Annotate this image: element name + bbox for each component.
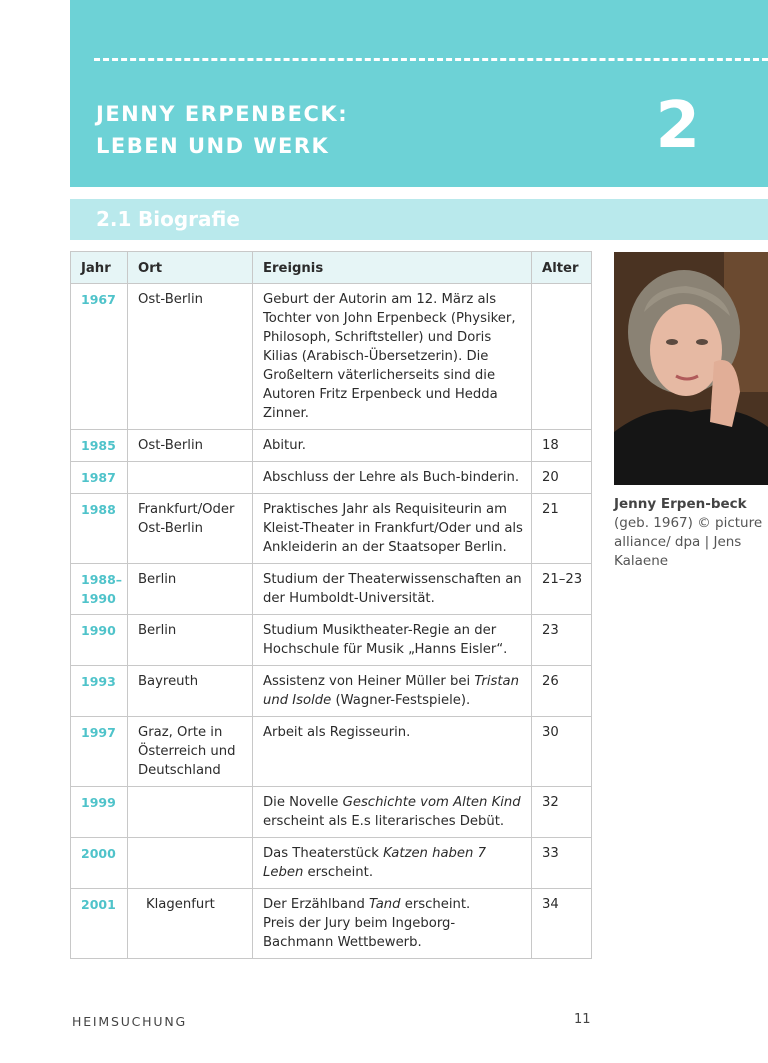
author-portrait-illustration [614, 252, 768, 485]
chapter-banner [70, 0, 768, 187]
event-cell [253, 889, 532, 959]
event-cell: Studium Musiktheater-Regie an der Hochschule für Musik „Hanns Eisler“. [253, 615, 532, 666]
year-cell: 1985 [71, 430, 128, 462]
event-text: erscheint. [400, 897, 471, 912]
place-cell [128, 787, 253, 838]
work-title: Geschichte vom Alten Kind [342, 795, 521, 810]
year-cell: 1967 [71, 284, 128, 430]
chapter-title-line1: JENNY ERPENBECK: [96, 102, 349, 126]
event-text: Das Theaterstück [263, 846, 384, 861]
photo-caption [614, 495, 764, 571]
year-cell: 1990 [71, 615, 128, 666]
event-cell: Studium der Theaterwissenschaften an der Humboldt-Universität. [253, 564, 532, 615]
event-cell: Geburt der Autorin am 12. März als Tochter von John Erpenbeck (Physiker, Philosoph, Schriftsteller) und Doris Kilias (Arabisch-Übersetzerin). Die Großeltern väterlicherseits sind die Autoren Fritz Erpenbeck und Hedda Zinner. [253, 284, 532, 430]
chapter-title [96, 98, 348, 162]
year-cell: 1987 [71, 462, 128, 494]
header-year: Jahr [71, 252, 128, 284]
caption-credit: (geb. 1967) © picture alliance/ dpa | Jens Kalaene [614, 515, 763, 569]
event-text: erscheint als E.s literarisches Debüt. [263, 814, 505, 829]
event-cell: Praktisches Jahr als Requisiteurin am Kleist-Theater in Frankfurt/Oder und als Ankleiderin an der Staatsoper Berlin. [253, 494, 532, 564]
page-number: 11 [574, 1012, 591, 1027]
header-place: Ort [128, 252, 253, 284]
place-cell: Berlin [128, 615, 253, 666]
event-text: erscheint. [303, 865, 374, 880]
age-cell: 18 [532, 430, 592, 462]
table-row [71, 666, 592, 717]
event-text: Die Novelle [263, 795, 343, 810]
table-row [71, 284, 592, 430]
event-cell [253, 787, 532, 838]
year-cell: 2001 [71, 889, 128, 959]
age-cell: 21 [532, 494, 592, 564]
place-cell: Graz, Orte in Österreich und Deutschland [128, 717, 253, 787]
age-cell [532, 284, 592, 430]
biography-table [70, 251, 592, 959]
section-number: 2.1 [96, 207, 132, 231]
work-title: Tand [369, 897, 401, 912]
dashed-rule [94, 58, 768, 61]
age-cell: 26 [532, 666, 592, 717]
table-row [71, 494, 592, 564]
age-cell: 32 [532, 787, 592, 838]
event-text: Preis der Jury beim Ingeborg-Bachmann Wettbewerb. [263, 916, 456, 950]
running-footer-title: HEIMSUCHUNG [72, 1014, 187, 1029]
table-row [71, 838, 592, 889]
age-cell: 34 [532, 889, 592, 959]
year-cell: 1988 [71, 494, 128, 564]
event-cell: Arbeit als Regisseurin. [253, 717, 532, 787]
chapter-number: 2 [655, 89, 700, 163]
table-header-row [71, 252, 592, 284]
event-text: Der Erzählband [263, 897, 370, 912]
place-cell: Berlin [128, 564, 253, 615]
table-row [71, 564, 592, 615]
work-title: Katzen haben 7 Leben [263, 846, 486, 880]
age-cell: 21–23 [532, 564, 592, 615]
caption-name: Jenny Erpen-beck [614, 496, 747, 512]
place-cell: Ost-Berlin [128, 284, 253, 430]
section-label: Biografie [138, 207, 240, 231]
chapter-title-line2: LEBEN UND WERK [96, 134, 330, 158]
place-cell [128, 838, 253, 889]
event-cell: Abschluss der Lehre als Buch-binderin. [253, 462, 532, 494]
table-row [71, 615, 592, 666]
place-cell: Frankfurt/Oder Ost-Berlin [128, 494, 253, 564]
table-row [71, 462, 592, 494]
age-cell: 33 [532, 838, 592, 889]
header-age: Alter [532, 252, 592, 284]
place-cell: Ost-Berlin [128, 430, 253, 462]
place-cell: Bayreuth [128, 666, 253, 717]
header-event: Ereignis [253, 252, 532, 284]
event-cell [253, 838, 532, 889]
year-cell: 1988–1990 [71, 564, 128, 615]
year-cell: 1993 [71, 666, 128, 717]
table-row [71, 889, 592, 959]
event-text: Assistenz von Heiner Müller bei [263, 674, 475, 689]
table-row [71, 717, 592, 787]
section-heading [70, 199, 768, 240]
place-cell: Klagenfurt [128, 889, 253, 959]
age-cell: 23 [532, 615, 592, 666]
event-text: (Wagner-Festspiele). [331, 693, 471, 708]
event-cell [253, 666, 532, 717]
event-cell: Abitur. [253, 430, 532, 462]
table-row [71, 430, 592, 462]
year-cell: 1997 [71, 717, 128, 787]
age-cell: 30 [532, 717, 592, 787]
work-title: Tristan und Isolde [263, 674, 519, 708]
year-cell: 1999 [71, 787, 128, 838]
year-cell: 2000 [71, 838, 128, 889]
author-photo [614, 252, 768, 485]
table-row [71, 787, 592, 838]
age-cell: 20 [532, 462, 592, 494]
place-cell [128, 462, 253, 494]
